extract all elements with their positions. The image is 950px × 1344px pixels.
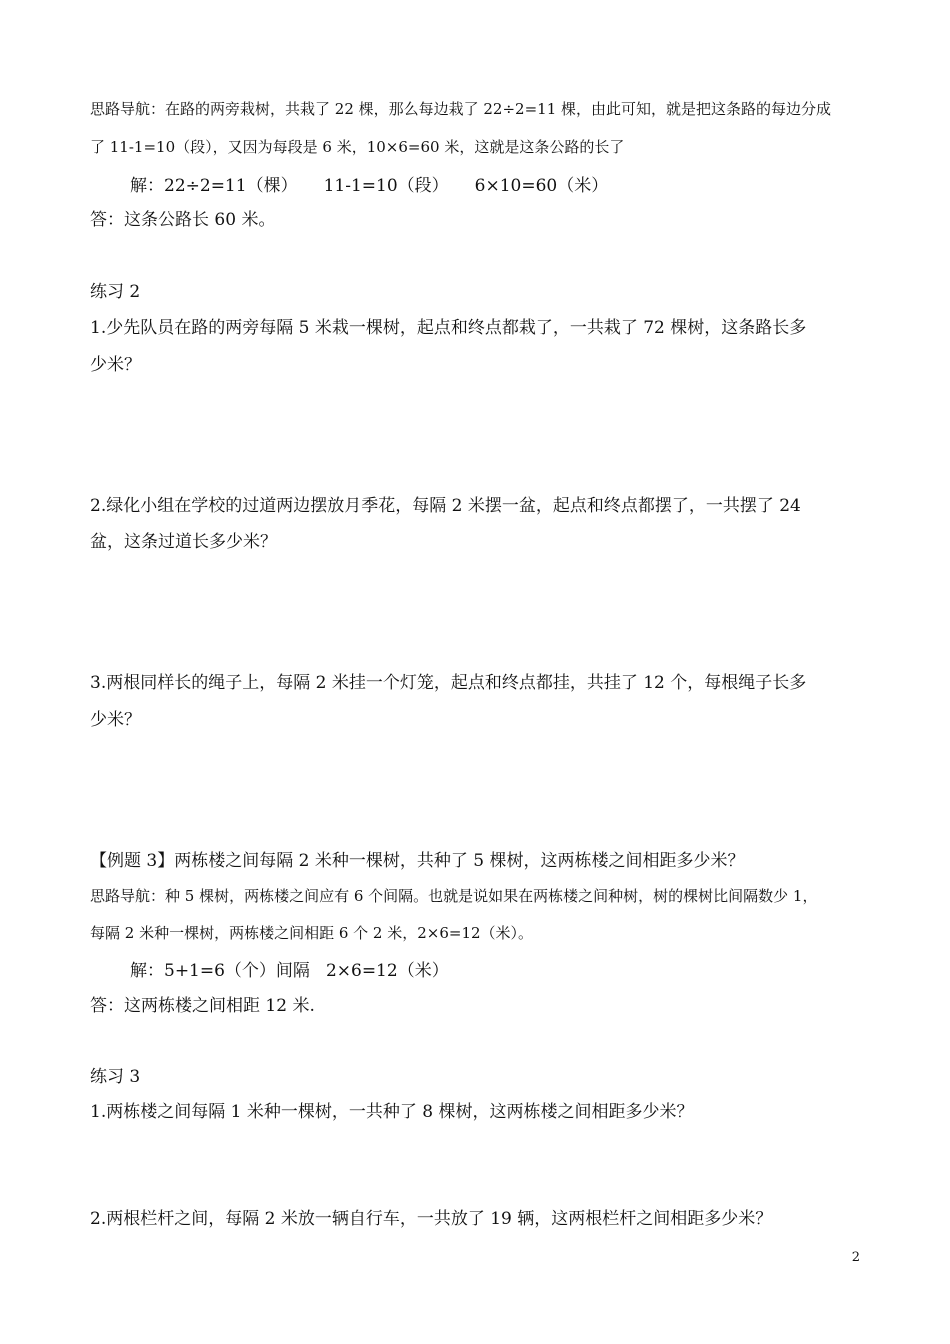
practice-title: 练习 3 bbox=[90, 1067, 141, 1087]
hint-text-line: 思路导航：在路的两旁栽树，共栽了 22 棵，那么每边栽了 22÷2=11 棵，由此可知，就是把这条路的每边分成 bbox=[90, 100, 832, 118]
question-line: 1.两栋楼之间每隔 1 米种一棵树，一共种了 8 棵树，这两栋楼之间相距多少米？ bbox=[90, 1102, 694, 1122]
solution-step: 22÷2=11（棵） bbox=[164, 176, 298, 196]
question-line: 1.少先队员在路的两旁每隔 5 米栽一棵树，起点和终点都栽了，一共栽了 72 棵树，这条路长多 bbox=[90, 318, 807, 338]
question-line: 2.绿化小组在学校的过道两边摆放月季花，每隔 2 米摆一盆，起点和终点都摆了，一共摆了 24 bbox=[90, 496, 801, 516]
hint-text-line: 每隔 2 米种一棵树，两栋楼之间相距 6 个 2 米，2×6=12（米）。 bbox=[90, 924, 534, 942]
practice-title: 练习 2 bbox=[90, 282, 141, 302]
solution-step: 5+1=6（个）间隔 bbox=[164, 961, 310, 981]
answer-text: 答：这两栋楼之间相距 12 米. bbox=[90, 996, 315, 1016]
solution-step: 2×6=12（米） bbox=[325, 961, 449, 981]
example-title: 【例题 3】两栋楼之间每隔 2 米种一棵树，共种了 5 棵树，这两栋楼之间相距多少米？ bbox=[90, 851, 745, 871]
question-line: 2.两根栏杆之间，每隔 2 米放一辆自行车，一共放了 19 辆，这两根栏杆之间相距多少米？ bbox=[90, 1209, 773, 1229]
solution-line bbox=[130, 171, 608, 196]
solution-step: 11-1=10（段） bbox=[323, 176, 449, 196]
page-number: 2 bbox=[851, 1250, 860, 1265]
question-line: 少米？ bbox=[90, 710, 141, 730]
question-line: 3.两根同样长的绳子上，每隔 2 米挂一个灯笼，起点和终点都挂，共挂了 12 个，每根绳子长多 bbox=[90, 673, 807, 693]
hint-text-line: 思路导航：种 5 棵树，两栋楼之间应有 6 个间隔。也就是说如果在两栋楼之间种树，树的棵树比间隔数少 1， bbox=[90, 887, 818, 905]
solution-line bbox=[130, 956, 449, 981]
solution-label: 解： bbox=[130, 176, 164, 196]
hint-text-line: 了 11-1=10（段），又因为每段是 6 米，10×6=60 米，这就是这条公路的长了 bbox=[90, 138, 625, 156]
answer-text: 答：这条公路长 60 米。 bbox=[90, 210, 276, 230]
question-line: 少米？ bbox=[90, 355, 141, 375]
question-line: 盆，这条过道长多少米？ bbox=[90, 532, 277, 552]
solution-step: 6×10=60（米） bbox=[474, 176, 609, 196]
solution-label: 解： bbox=[130, 961, 164, 981]
